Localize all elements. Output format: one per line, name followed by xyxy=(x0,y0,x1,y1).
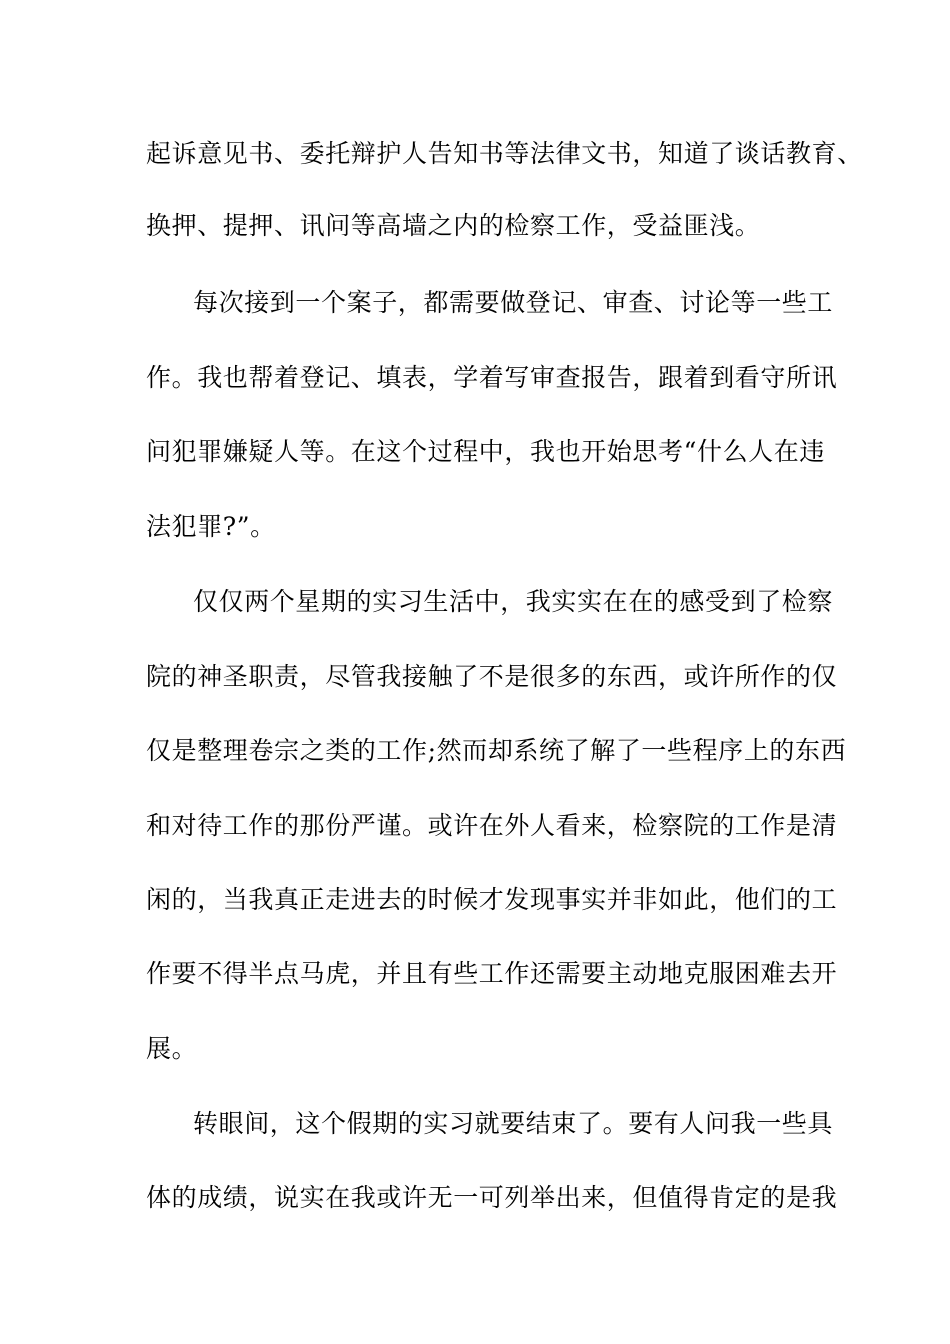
text-line: 体的成绩，说实在我或许无一可列举出来，但值得肯定的是我 xyxy=(146,1183,838,1212)
text-line: 法犯罪?”。 xyxy=(146,512,276,541)
text-line: 换押、提押、讯问等高墙之内的检察工作，受益匪浅。 xyxy=(146,211,761,240)
text-line: 作要不得半点马虎，并且有些工作还需要主动地克服困难去开 xyxy=(146,959,838,988)
text-line: 起诉意见书、委托辩护人告知书等法律文书，知道了谈话教育、 xyxy=(146,139,863,168)
text-line: 闲的，当我真正走进去的时候才发现事实并非如此，他们的工 xyxy=(146,885,838,914)
text-line: 展。 xyxy=(146,1034,198,1063)
text-line: 问犯罪嫌疑人等。在这个过程中，我也开始思考“什么人在违 xyxy=(146,437,825,466)
text-line: 作。我也帮着登记、填表，学着写审查报告，跟着到看守所讯 xyxy=(146,363,838,392)
paragraph-first-line: 转眼间，这个假期的实习就要结束了。要有人问我一些具 xyxy=(193,1109,834,1138)
text-line: 和对待工作的那份严谨。或许在外人看来，检察院的工作是清 xyxy=(146,811,838,840)
text-line: 院的神圣职责，尽管我接触了不是很多的东西，或许所作的仅 xyxy=(146,662,838,691)
paragraph-first-line: 仅仅两个星期的实习生活中，我实实在在的感受到了检察 xyxy=(193,587,834,616)
text-line: 仅是整理卷宗之类的工作;然而却系统了解了一些程序上的东西 xyxy=(146,736,847,765)
paragraph-first-line: 每次接到一个案子，都需要做登记、审查、讨论等一些工 xyxy=(193,288,834,317)
